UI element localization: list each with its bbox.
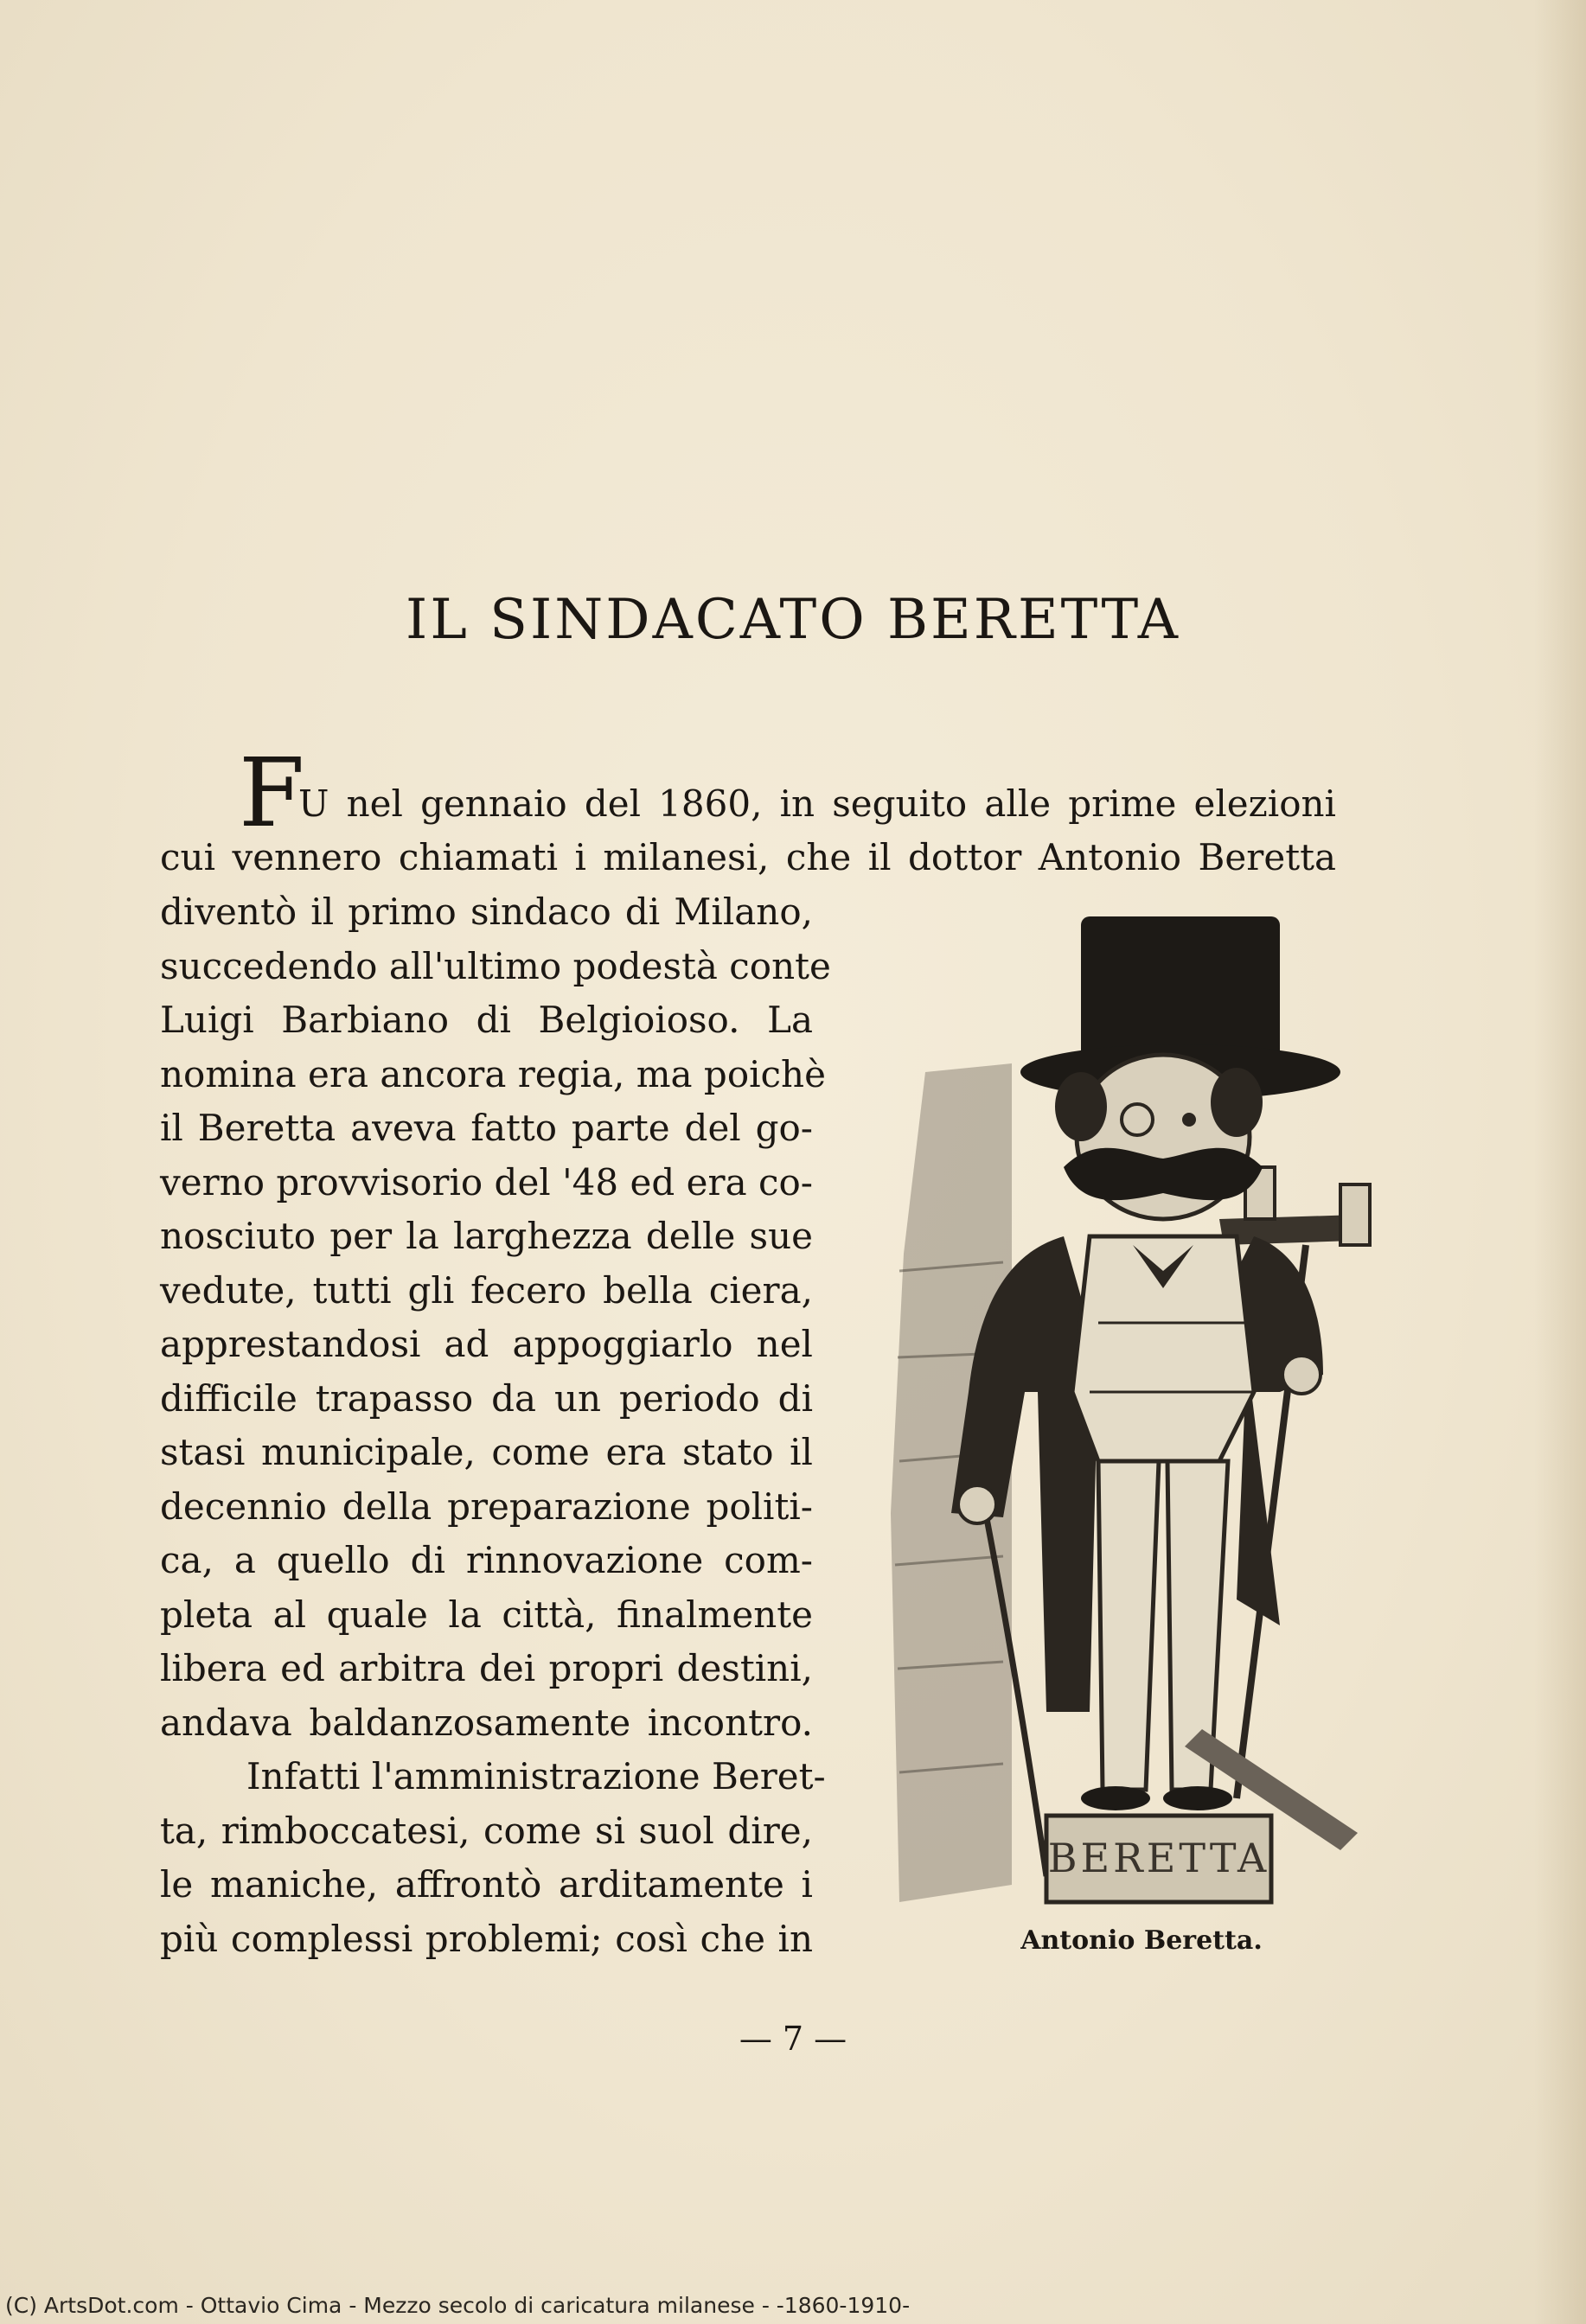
- drop-cap: F: [239, 737, 305, 848]
- text-line: libera ed arbitra dei propri destini,: [160, 1647, 813, 1689]
- text-line: il Beretta aveva fatto parte del go-: [160, 1107, 813, 1149]
- text-line: decennio della preparazione politi-: [160, 1484, 813, 1528]
- text-line: Luigi Barbiano di Belgioioso. La: [160, 999, 813, 1041]
- page-number: — 7 —: [739, 2020, 847, 2058]
- figure-caption: Antonio Beretta.: [1020, 1925, 1263, 1956]
- paragraph-first-line: U nel gennaio del 1860, in seguito alle prime elezioni: [298, 782, 1336, 825]
- caricature-illustration: [873, 908, 1410, 1911]
- text-line: stasi municipale, come era stato il: [160, 1431, 813, 1473]
- text-line: più complessi problemi; così che in: [160, 1917, 813, 1960]
- paragraph-full-line: cui vennero chiamati i milanesi, che il dottor Antonio Beretta: [160, 836, 1336, 878]
- page-edge-shadow: [1534, 0, 1586, 2324]
- text-line: ca, a quello di rinnovazione com-: [160, 1539, 813, 1581]
- text-line: succedendo all'ultimo podestà conte: [160, 944, 831, 987]
- text-column: [160, 885, 831, 1966]
- footer-credit: (C) ArtsDot.com - Ottavio Cima - Mezzo secolo di caricatura milanese - -1860-1910-: [5, 2293, 911, 2318]
- text-line: andava baldanzosamente incontro.: [160, 1701, 813, 1744]
- text-line: nosciuto per la larghezza delle sue: [160, 1215, 813, 1257]
- text-line: pleta al quale la città, finalmente: [160, 1593, 813, 1636]
- text-line: ta, rimboccatesi, come si suol dire,: [160, 1809, 813, 1852]
- text-line: le maniche, affrontò arditamente i: [160, 1863, 813, 1906]
- text-line: difficile trapasso da un periodo di: [160, 1376, 813, 1420]
- text-line: vedute, tutti gli fecero bella ciera,: [160, 1268, 813, 1312]
- text-line: Infatti l'amministrazione Beret-: [246, 1755, 826, 1797]
- text-line: verno provvisorio del '48 ed era co-: [160, 1160, 813, 1204]
- pedestal-label: BERETTA: [1047, 1835, 1270, 1881]
- chapter-title: IL SINDACATO BERETTA: [406, 588, 1180, 652]
- text-line: apprestandosi ad appoggiarlo nel: [160, 1323, 813, 1365]
- text-line: diventò il primo sindaco di Milano,: [160, 891, 813, 933]
- text-line: nomina era ancora regia, ma poichè: [160, 1052, 826, 1095]
